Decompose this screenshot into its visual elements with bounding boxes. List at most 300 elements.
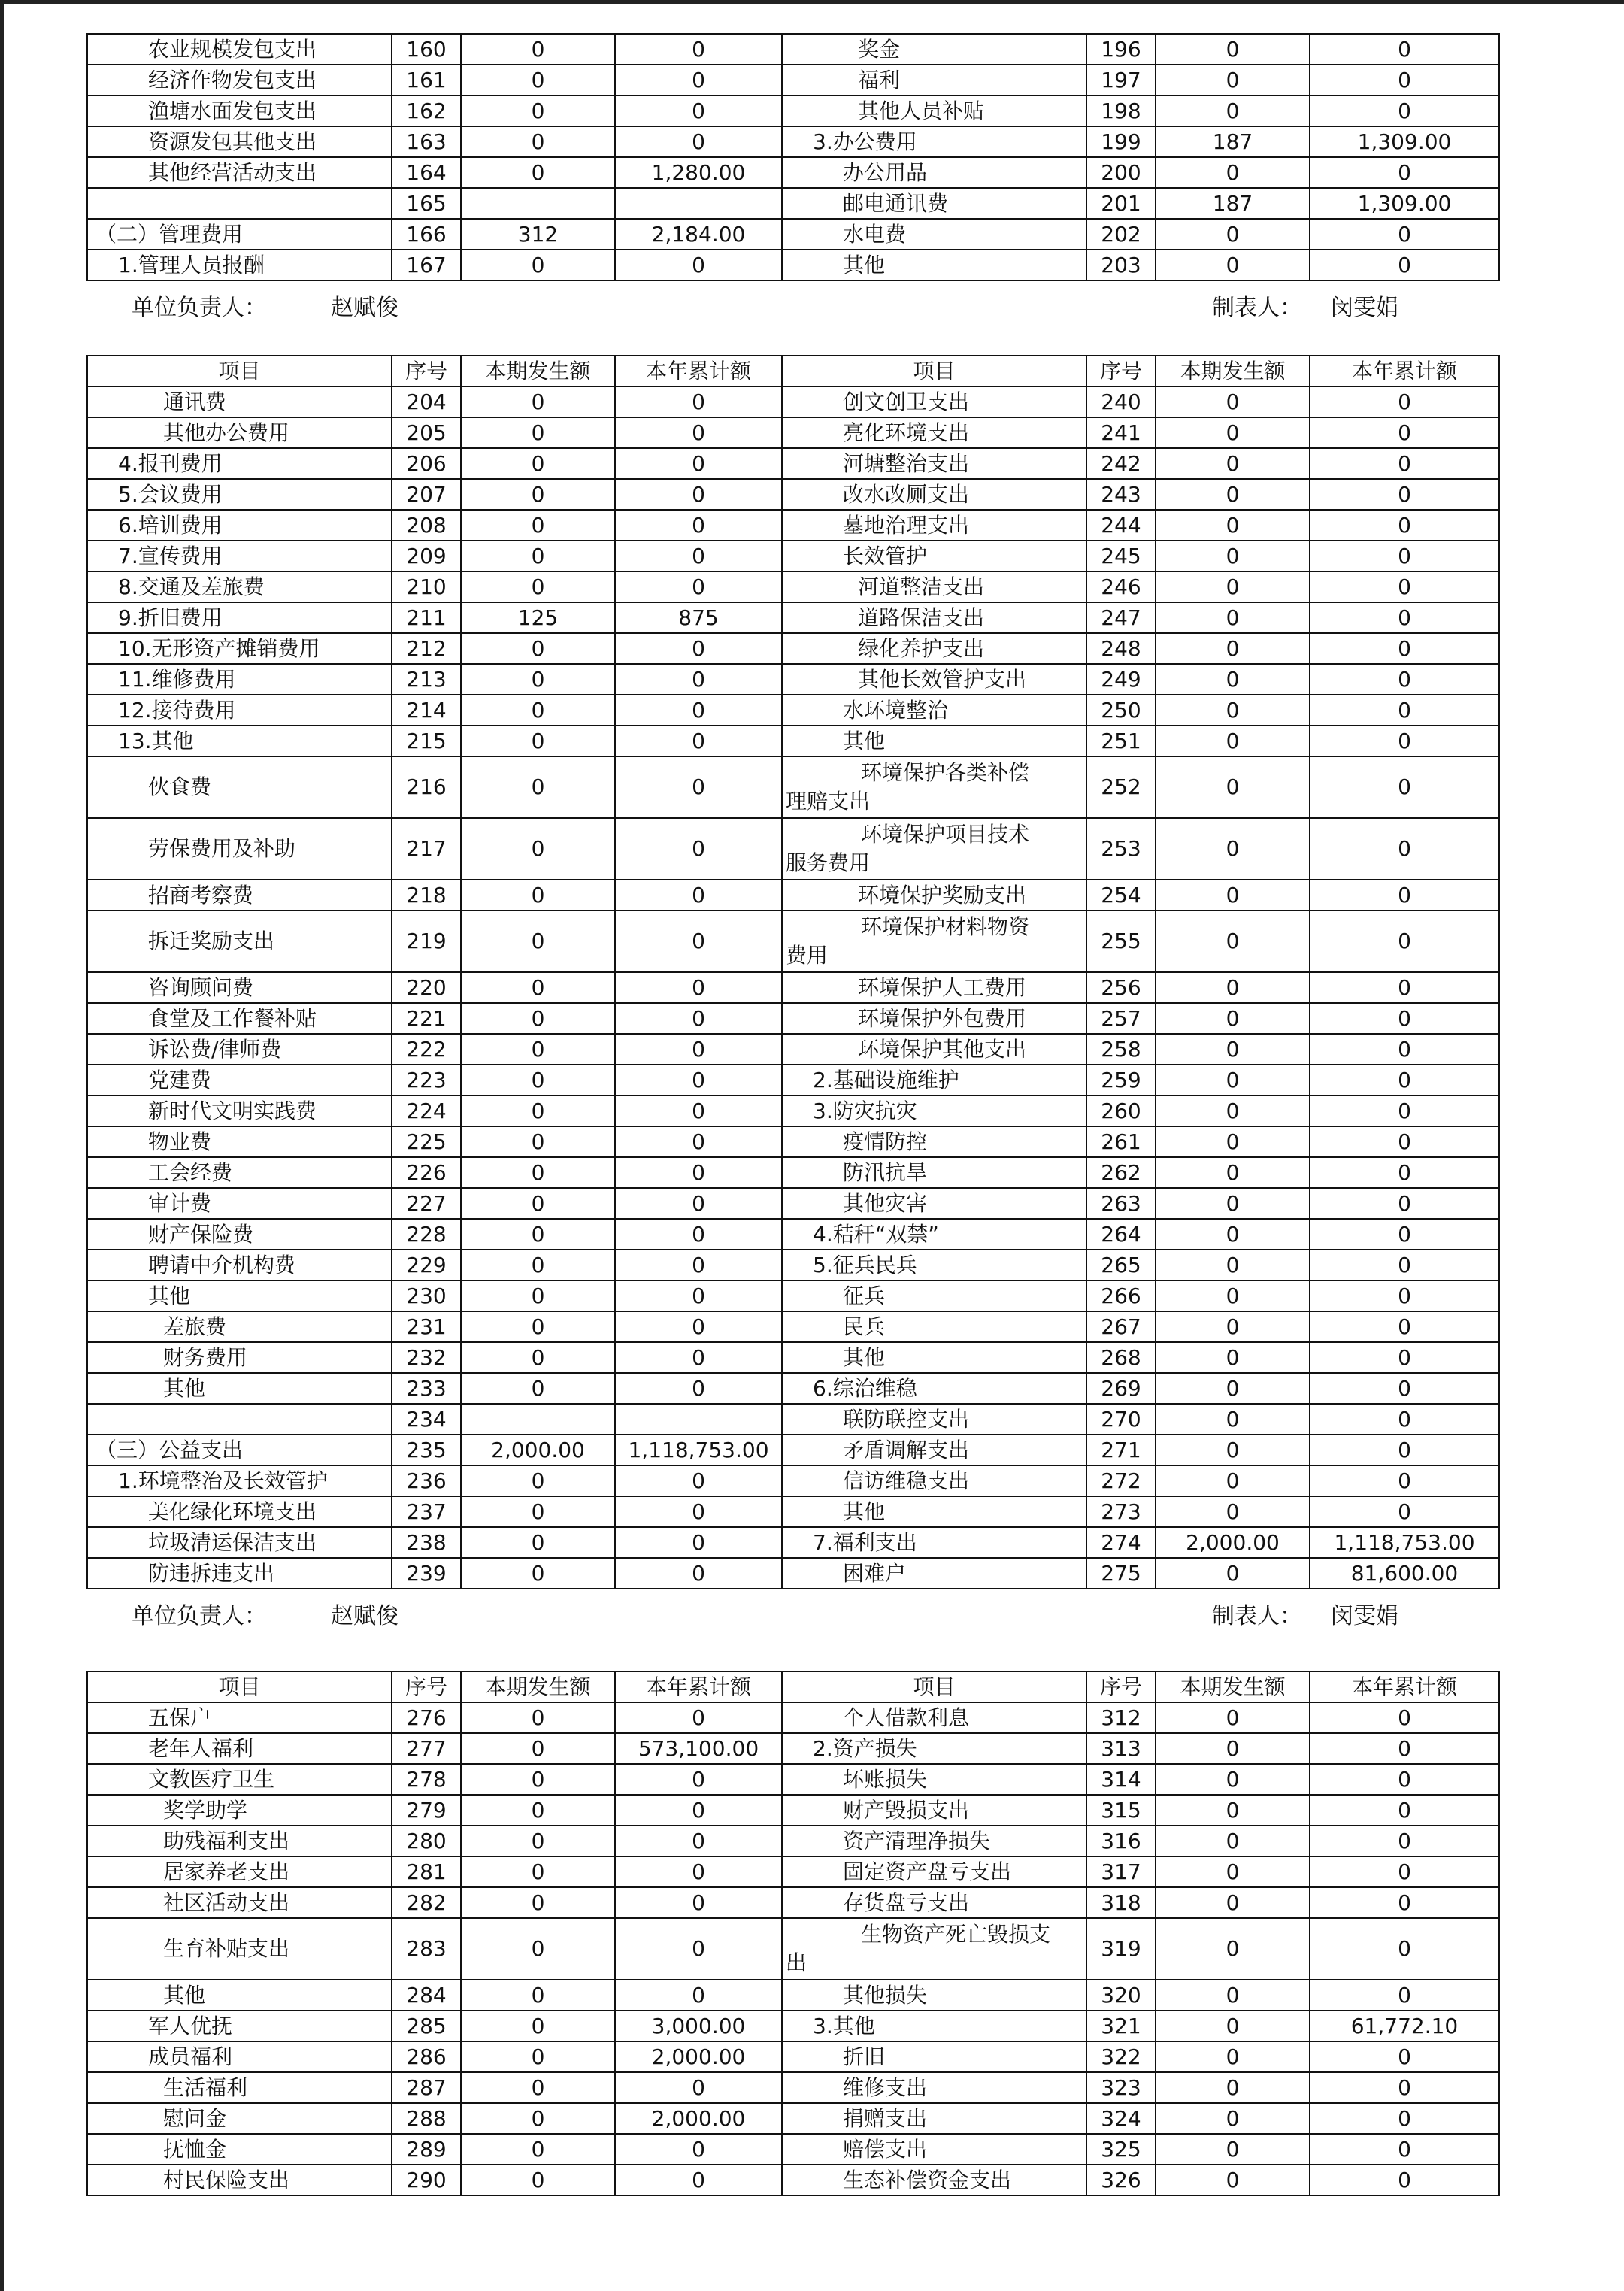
sequence-number: 247 [1086, 602, 1156, 633]
year-to-date-amount: 0 [1310, 756, 1499, 818]
sequence-number: 235 [392, 1435, 461, 1465]
sequence-number: 290 [392, 2165, 461, 2196]
table-row [87, 1188, 1499, 1219]
year-to-date-amount: 0 [1310, 479, 1499, 510]
column-header: 本期发生额 [1156, 356, 1310, 386]
sequence-number: 276 [392, 1702, 461, 1733]
sequence-number: 199 [1086, 126, 1156, 157]
item-name [782, 756, 1086, 818]
year-to-date-amount: 0 [1310, 448, 1499, 479]
year-to-date-amount: 0 [615, 386, 782, 417]
column-header: 本年累计额 [615, 1671, 782, 1702]
item-name: 个人借款利息 [782, 1702, 1086, 1733]
table-row [87, 219, 1499, 250]
current-period-amount: 0 [461, 157, 615, 188]
item-name: 疫情防控 [782, 1126, 1086, 1157]
item-name: 咨询顾问费 [87, 972, 392, 1003]
current-period-amount: 0 [1156, 1826, 1310, 1856]
year-to-date-amount: 0 [1310, 1795, 1499, 1826]
current-period-amount: 0 [1156, 1157, 1310, 1188]
sequence-number: 285 [392, 2011, 461, 2041]
sequence-number: 230 [392, 1280, 461, 1311]
current-period-amount: 0 [461, 1764, 615, 1795]
current-period-amount: 0 [461, 2072, 615, 2103]
sequence-number: 321 [1086, 2011, 1156, 2041]
current-period-amount: 0 [1156, 95, 1310, 126]
item-name: 文教医疗卫生 [87, 1764, 392, 1795]
current-period-amount: 0 [1156, 1980, 1310, 2011]
item-name: 困难户 [782, 1558, 1086, 1589]
item-name: 邮电通讯费 [782, 188, 1086, 219]
current-period-amount: 0 [461, 1980, 615, 2011]
table-row [87, 1733, 1499, 1764]
sequence-number: 318 [1086, 1887, 1156, 1918]
year-to-date-amount: 0 [615, 1034, 782, 1065]
current-period-amount: 0 [1156, 1856, 1310, 1887]
item-name: 绿化养护支出 [782, 633, 1086, 664]
column-header: 本年累计额 [615, 356, 782, 386]
item-name [782, 818, 1086, 880]
item-name: 其他损失 [782, 1980, 1086, 2011]
item-name: 其他 [87, 1280, 392, 1311]
current-period-amount: 0 [1156, 1250, 1310, 1280]
item-name: 4.报刊费用 [87, 448, 392, 479]
table-row [87, 386, 1499, 417]
item-name: 矛盾调解支出 [782, 1435, 1086, 1465]
sequence-number: 215 [392, 726, 461, 756]
sequence-number: 209 [392, 541, 461, 571]
current-period-amount: 0 [461, 756, 615, 818]
current-period-amount: 0 [1156, 219, 1310, 250]
item-name: 奖金 [782, 34, 1086, 65]
current-period-amount: 0 [461, 34, 615, 65]
year-to-date-amount: 1,309.00 [1310, 126, 1499, 157]
item-name: 其他灾害 [782, 1188, 1086, 1219]
item-name: （三）公益支出 [87, 1435, 392, 1465]
table-row [87, 633, 1499, 664]
sequence-number: 259 [1086, 1065, 1156, 1095]
item-name-line-2: 费用 [786, 943, 829, 968]
sequence-number: 267 [1086, 1311, 1156, 1342]
table-row [87, 95, 1499, 126]
current-period-amount: 0 [461, 1733, 615, 1764]
current-period-amount: 0 [1156, 695, 1310, 726]
table-row [87, 726, 1499, 756]
item-name: 财产毁损支出 [782, 1795, 1086, 1826]
sequence-number: 320 [1086, 1980, 1156, 2011]
current-period-amount: 0 [1156, 65, 1310, 95]
table-row [87, 188, 1499, 219]
current-period-amount: 0 [461, 1126, 615, 1157]
item-name: 生活福利 [87, 2072, 392, 2103]
current-period-amount: 0 [1156, 726, 1310, 756]
current-period-amount: 2,000.00 [461, 1435, 615, 1465]
current-period-amount: 0 [461, 1280, 615, 1311]
year-to-date-amount: 0 [615, 1219, 782, 1250]
table-row [87, 1887, 1499, 1918]
table-row [87, 510, 1499, 541]
item-name: 4.秸秆“双禁” [782, 1219, 1086, 1250]
item-name: 坏账损失 [782, 1764, 1086, 1795]
item-name: 其他 [782, 1342, 1086, 1373]
expense-table [86, 1671, 1500, 2196]
column-header: 序号 [1086, 1671, 1156, 1702]
item-name [782, 911, 1086, 972]
year-to-date-amount: 0 [1310, 1856, 1499, 1887]
sequence-number: 218 [392, 880, 461, 911]
sequence-number: 317 [1086, 1856, 1156, 1887]
current-period-amount: 0 [1156, 1065, 1310, 1095]
sequence-number: 210 [392, 571, 461, 602]
current-period-amount: 0 [1156, 1496, 1310, 1527]
sequence-number: 222 [392, 1034, 461, 1065]
sequence-number: 204 [392, 386, 461, 417]
column-header: 项目 [87, 356, 392, 386]
year-to-date-amount: 573,100.00 [615, 1733, 782, 1764]
sequence-number: 228 [392, 1219, 461, 1250]
table-row [87, 1918, 1499, 1980]
item-name: 美化绿化环境支出 [87, 1496, 392, 1527]
item-name: 其他 [782, 1496, 1086, 1527]
current-period-amount: 125 [461, 602, 615, 633]
table-row [87, 1003, 1499, 1034]
sequence-number: 226 [392, 1157, 461, 1188]
year-to-date-amount: 0 [1310, 1404, 1499, 1435]
item-name: 固定资产盘亏支出 [782, 1856, 1086, 1887]
table-row [87, 1856, 1499, 1887]
item-name: 墓地治理支出 [782, 510, 1086, 541]
column-header: 项目 [782, 356, 1086, 386]
table-row [87, 250, 1499, 280]
sequence-number: 212 [392, 633, 461, 664]
current-period-amount: 0 [461, 1795, 615, 1826]
current-period-amount: 0 [1156, 2103, 1310, 2134]
year-to-date-amount: 0 [1310, 726, 1499, 756]
item-name: 其他 [782, 250, 1086, 280]
year-to-date-amount: 0 [1310, 1342, 1499, 1373]
year-to-date-amount: 0 [1310, 695, 1499, 726]
sequence-number: 286 [392, 2041, 461, 2072]
item-name: 河道整洁支出 [782, 571, 1086, 602]
current-period-amount: 0 [1156, 1558, 1310, 1589]
current-period-amount: 0 [1156, 2165, 1310, 2196]
item-name: 捐赠支出 [782, 2103, 1086, 2134]
item-name: 联防联控支出 [782, 1404, 1086, 1435]
year-to-date-amount: 0 [615, 1918, 782, 1980]
year-to-date-amount: 0 [1310, 417, 1499, 448]
sequence-number: 245 [1086, 541, 1156, 571]
current-period-amount: 0 [1156, 972, 1310, 1003]
sequence-number: 257 [1086, 1003, 1156, 1034]
sequence-number: 277 [392, 1733, 461, 1764]
current-period-amount: 0 [461, 1188, 615, 1219]
year-to-date-amount: 0 [615, 726, 782, 756]
item-name: 党建费 [87, 1065, 392, 1095]
year-to-date-amount: 0 [1310, 1250, 1499, 1280]
year-to-date-amount: 0 [615, 633, 782, 664]
table-row [87, 972, 1499, 1003]
current-period-amount: 0 [461, 1065, 615, 1095]
sequence-number: 244 [1086, 510, 1156, 541]
item-name: 水环境整治 [782, 695, 1086, 726]
year-to-date-amount: 0 [1310, 1826, 1499, 1856]
table-row [87, 1034, 1499, 1065]
sequence-number: 313 [1086, 1733, 1156, 1764]
year-to-date-amount: 0 [1310, 1733, 1499, 1764]
current-period-amount: 0 [1156, 1435, 1310, 1465]
year-to-date-amount: 0 [615, 479, 782, 510]
sequence-number: 214 [392, 695, 461, 726]
sequence-number: 322 [1086, 2041, 1156, 2072]
current-period-amount: 0 [1156, 2134, 1310, 2165]
preparer-name: 闵雯娟 [1331, 1603, 1398, 1629]
year-to-date-amount: 0 [1310, 1465, 1499, 1496]
current-period-amount: 0 [1156, 1188, 1310, 1219]
expense-table-section-2 [86, 355, 1498, 1635]
table-row [87, 1219, 1499, 1250]
year-to-date-amount: 0 [615, 1496, 782, 1527]
unit-head-name: 赵赋俊 [331, 1603, 398, 1629]
sequence-number: 278 [392, 1764, 461, 1795]
sequence-number: 241 [1086, 417, 1156, 448]
sequence-number: 271 [1086, 1435, 1156, 1465]
current-period-amount: 0 [1156, 1280, 1310, 1311]
table-row [87, 756, 1499, 818]
year-to-date-amount: 0 [615, 1856, 782, 1887]
year-to-date-amount: 0 [1310, 1373, 1499, 1404]
current-period-amount: 0 [1156, 1219, 1310, 1250]
current-period-amount: 0 [461, 1465, 615, 1496]
item-name-line-1: 生物资产死亡毁损支 [861, 1922, 1051, 1947]
current-period-amount: 0 [1156, 386, 1310, 417]
year-to-date-amount: 0 [1310, 1435, 1499, 1465]
table-row [87, 1342, 1499, 1373]
item-name: 其他办公费用 [87, 417, 392, 448]
year-to-date-amount: 0 [615, 1065, 782, 1095]
current-period-amount: 0 [1156, 1034, 1310, 1065]
year-to-date-amount: 2,000.00 [615, 2041, 782, 2072]
table-row [87, 2103, 1499, 2134]
year-to-date-amount: 0 [615, 880, 782, 911]
item-name: 资产清理净损失 [782, 1826, 1086, 1856]
sequence-number: 319 [1086, 1918, 1156, 1980]
sequence-number: 284 [392, 1980, 461, 2011]
year-to-date-amount: 0 [615, 2134, 782, 2165]
current-period-amount: 0 [1156, 2041, 1310, 2072]
item-name: 3.办公费用 [782, 126, 1086, 157]
item-name: 6.综治维稳 [782, 1373, 1086, 1404]
sequence-number: 232 [392, 1342, 461, 1373]
expense-table-section-3 [86, 1671, 1498, 2196]
year-to-date-amount: 0 [615, 541, 782, 571]
item-name: 3.防灾抗灾 [782, 1095, 1086, 1126]
table-row [87, 695, 1499, 726]
year-to-date-amount: 0 [1310, 1311, 1499, 1342]
current-period-amount: 0 [461, 2134, 615, 2165]
sequence-number: 275 [1086, 1558, 1156, 1589]
sequence-number: 224 [392, 1095, 461, 1126]
current-period-amount: 0 [1156, 911, 1310, 972]
item-name: 奖学助学 [87, 1795, 392, 1826]
year-to-date-amount: 0 [615, 2165, 782, 2196]
current-period-amount: 0 [461, 1157, 615, 1188]
year-to-date-amount: 0 [1310, 1702, 1499, 1733]
table-row [87, 1280, 1499, 1311]
sequence-number: 312 [1086, 1702, 1156, 1733]
expense-table-section-1 [86, 33, 1498, 326]
item-name: 9.折旧费用 [87, 602, 392, 633]
year-to-date-amount: 0 [1310, 250, 1499, 280]
item-name: 其他人员补贴 [782, 95, 1086, 126]
table-row [87, 1435, 1499, 1465]
table-row [87, 1826, 1499, 1856]
sequence-number: 273 [1086, 1496, 1156, 1527]
table-row [87, 1980, 1499, 2011]
sequence-number: 164 [392, 157, 461, 188]
item-name: 7.宣传费用 [87, 541, 392, 571]
item-name: 11.维修费用 [87, 664, 392, 695]
current-period-amount: 0 [461, 633, 615, 664]
item-name: 社区活动支出 [87, 1887, 392, 1918]
year-to-date-amount: 0 [615, 34, 782, 65]
year-to-date-amount: 0 [1310, 1496, 1499, 1527]
year-to-date-amount: 0 [615, 1764, 782, 1795]
year-to-date-amount: 0 [1310, 571, 1499, 602]
table-row [87, 880, 1499, 911]
sequence-number: 256 [1086, 972, 1156, 1003]
sequence-number: 253 [1086, 818, 1156, 880]
item-name-line-1: 环境保护各类补偿 [861, 760, 1030, 785]
year-to-date-amount: 0 [1310, 2072, 1499, 2103]
sequence-number: 282 [392, 1887, 461, 1918]
sequence-number: 279 [392, 1795, 461, 1826]
item-name: 食堂及工作餐补贴 [87, 1003, 392, 1034]
item-name: 新时代文明实践费 [87, 1095, 392, 1126]
table-row [87, 1496, 1499, 1527]
item-name: 环境保护人工费用 [782, 972, 1086, 1003]
year-to-date-amount: 0 [1310, 386, 1499, 417]
current-period-amount: 0 [461, 1034, 615, 1065]
preparer-label: 制表人： [1212, 1603, 1302, 1629]
current-period-amount: 0 [461, 417, 615, 448]
current-period-amount: 0 [1156, 664, 1310, 695]
item-name: 2.资产损失 [782, 1733, 1086, 1764]
column-header: 本年累计额 [1310, 356, 1499, 386]
current-period-amount [461, 1404, 615, 1435]
table-row [87, 1250, 1499, 1280]
sequence-number: 206 [392, 448, 461, 479]
current-period-amount: 0 [461, 695, 615, 726]
current-period-amount: 0 [461, 1527, 615, 1558]
item-name: 2.基础设施维护 [782, 1065, 1086, 1095]
table-row [87, 1311, 1499, 1342]
current-period-amount: 0 [1156, 1373, 1310, 1404]
year-to-date-amount: 1,309.00 [1310, 188, 1499, 219]
item-name: 水电费 [782, 219, 1086, 250]
year-to-date-amount: 2,184.00 [615, 219, 782, 250]
sequence-number: 266 [1086, 1280, 1156, 1311]
year-to-date-amount: 1,118,753.00 [615, 1435, 782, 1465]
current-period-amount: 0 [461, 1219, 615, 1250]
item-name: 聘请中介机构费 [87, 1250, 392, 1280]
current-period-amount: 0 [461, 2011, 615, 2041]
sequence-number: 325 [1086, 2134, 1156, 2165]
item-name: 渔塘水面发包支出 [87, 95, 392, 126]
year-to-date-amount: 0 [1310, 818, 1499, 880]
item-name: 农业规模发包支出 [87, 34, 392, 65]
item-name-line-2: 理赔支出 [786, 789, 871, 814]
item-name: 成员福利 [87, 2041, 392, 2072]
item-name: 劳保费用及补助 [87, 818, 392, 880]
current-period-amount: 0 [461, 65, 615, 95]
item-name: 其他 [87, 1980, 392, 2011]
item-name: 伙食费 [87, 756, 392, 818]
column-header: 序号 [392, 1671, 461, 1702]
scan-edge-left [0, 0, 4, 2291]
current-period-amount: 0 [1156, 1702, 1310, 1733]
year-to-date-amount: 0 [1310, 1188, 1499, 1219]
column-header: 序号 [392, 356, 461, 386]
year-to-date-amount: 0 [1310, 157, 1499, 188]
table-header-row [87, 1671, 1499, 1702]
item-name: 通讯费 [87, 386, 392, 417]
sequence-number: 237 [392, 1496, 461, 1527]
year-to-date-amount: 0 [615, 1157, 782, 1188]
sequence-number: 280 [392, 1826, 461, 1856]
current-period-amount: 0 [461, 1373, 615, 1404]
current-period-amount: 0 [1156, 756, 1310, 818]
sequence-number: 249 [1086, 664, 1156, 695]
year-to-date-amount: 0 [615, 65, 782, 95]
table-row [87, 664, 1499, 695]
current-period-amount: 0 [461, 1003, 615, 1034]
year-to-date-amount: 0 [615, 664, 782, 695]
year-to-date-amount: 0 [1310, 633, 1499, 664]
current-period-amount: 0 [461, 2103, 615, 2134]
item-name: 审计费 [87, 1188, 392, 1219]
sequence-number: 211 [392, 602, 461, 633]
sequence-number: 263 [1086, 1188, 1156, 1219]
year-to-date-amount: 0 [615, 1373, 782, 1404]
sequence-number: 323 [1086, 2072, 1156, 2103]
sequence-number: 287 [392, 2072, 461, 2103]
current-period-amount: 0 [1156, 1465, 1310, 1496]
current-period-amount: 0 [1156, 2072, 1310, 2103]
current-period-amount: 0 [461, 2165, 615, 2196]
current-period-amount: 0 [1156, 479, 1310, 510]
current-period-amount: 0 [461, 880, 615, 911]
current-period-amount: 0 [1156, 880, 1310, 911]
sequence-number: 243 [1086, 479, 1156, 510]
current-period-amount: 0 [461, 1496, 615, 1527]
table-row [87, 2165, 1499, 2196]
year-to-date-amount: 0 [1310, 1980, 1499, 2011]
item-name: 赔偿支出 [782, 2134, 1086, 2165]
item-name-line-2: 出 [786, 1950, 807, 1975]
sequence-number: 162 [392, 95, 461, 126]
table-row [87, 1465, 1499, 1496]
table-row [87, 1558, 1499, 1589]
item-name: 差旅费 [87, 1311, 392, 1342]
preparer-label: 制表人： [1212, 295, 1302, 321]
current-period-amount: 0 [1156, 157, 1310, 188]
item-name: 物业费 [87, 1126, 392, 1157]
current-period-amount: 0 [1156, 1764, 1310, 1795]
item-name: 其他 [87, 1373, 392, 1404]
item-name: 6.培训费用 [87, 510, 392, 541]
year-to-date-amount: 0 [615, 448, 782, 479]
item-name: 河塘整治支出 [782, 448, 1086, 479]
